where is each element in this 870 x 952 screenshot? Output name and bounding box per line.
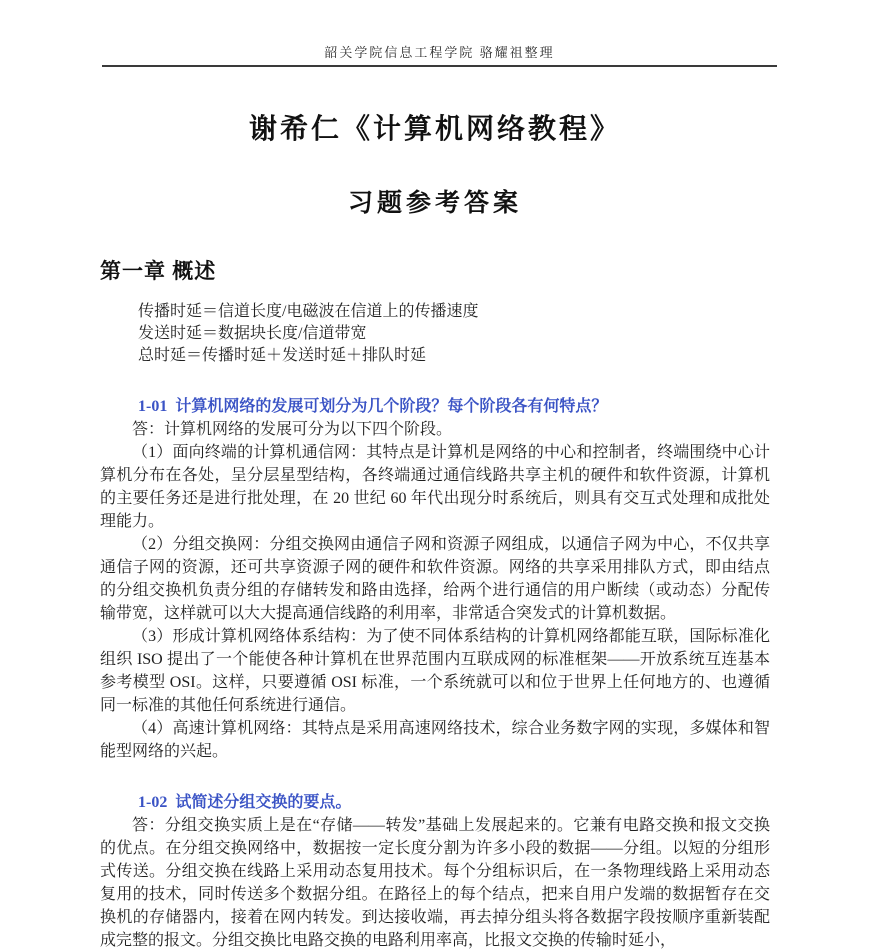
formula-propagation-delay: 传播时延＝信道长度/电磁波在信道上的传播速度 xyxy=(138,303,479,320)
question-heading-1-01 xyxy=(138,393,770,416)
question-number: 1-01 xyxy=(138,398,168,415)
formula-total-delay: 总时延＝传播时延＋发送时延＋排队时延 xyxy=(138,347,427,364)
question-number: 1-02 xyxy=(138,794,168,811)
answer-paragraph: （4）高速计算机网络：其特点是采用高速网络技术，综合业务数字网的实现，多媒体和智能型网络的兴起。 xyxy=(100,720,770,760)
document-subtitle: 习题参考答案 xyxy=(347,190,522,217)
answer-paragraph: 答：分组交换实质上是在“存储——转发”基础上发展起来的。它兼有电路交换和报文交换的优点。在分组交换网络中，数据按一定长度分割为许多小段的数据——分组。以短的分组形式传送。分组交换在线路上采用动态复用技术。每个分组标识后，在一条物理线路上采用动态复用的技术，同时传送多个数据分组。在路径上的每个结点，把来自用户发端的数据暂存在交换机的存储器内，接着在网内转发。到达接收端，再去掉分组头将各数据字段按顺序重新装配成完整的报文。分组交换比电路交换的电路利用率高，比报文交换的传输时延小， xyxy=(100,817,770,949)
answer-1-01 xyxy=(100,418,770,763)
chapter-heading: 第一章 概述 xyxy=(100,259,217,283)
formula-block xyxy=(138,301,770,367)
answer-1-02 xyxy=(100,814,770,952)
question-text: 计算机网络的发展可划分为几个阶段？每个阶段各有何特点？ xyxy=(175,398,608,415)
formula-transmission-delay: 发送时延＝数据块长度/信道带宽 xyxy=(138,325,367,342)
answer-paragraph: （3）形成计算机网络体系结构：为了使不同体系结构的计算机网络都能互联，国际标准化组织 ISO 提出了一个能使各种计算机在世界范围内互联成网的标准框架——开放系统互连基本参考模型 OSI。这样，只要遵循 OSI 标准，一个系统就可以和位于世界上任何地方的、也遵循同一标准的其他任何系统进行通信。 xyxy=(100,628,770,714)
answer-paragraph: （2）分组交换网：分组交换网由通信子网和资源子网组成，以通信子网为中心，不仅共享通信子网的资源，还可共享资源子网的硬件和软件资源。网络的共享采用排队方式，即由结点的分组交换机负责分组的存储转发和路由选择，给两个进行通信的用户断续（或动态）分配传输带宽，这样就可以大大提高通信线路的利用率，非常适合突发式的计算机数据。 xyxy=(100,536,770,622)
question-heading-1-02 xyxy=(138,789,770,812)
answer-paragraph: 答：计算机网络的发展可分为以下四个阶段。 xyxy=(132,421,453,438)
document-content xyxy=(100,107,770,952)
header-text: 韶关学院信息工程学院 骆耀祖整理 xyxy=(324,45,555,60)
answer-paragraph: （1）面向终端的计算机通信网：其特点是计算机是网络的中心和控制者，终端围绕中心计算机分布在各处，呈分层星型结构，各终端通过通信线路共享主机的硬件和软件资源，计算机的主要任务还是进行批处理，在 20 世纪 60 年代出现分时系统后，则具有交互式处理和成批处理能力。 xyxy=(100,444,770,530)
document-title: 谢希仁《计算机网络教程》 xyxy=(248,114,621,145)
question-section-1-01 xyxy=(100,393,770,763)
question-section-1-02 xyxy=(100,789,770,952)
question-text: 试简述分组交换的要点。 xyxy=(175,794,352,811)
page-header xyxy=(102,0,777,67)
